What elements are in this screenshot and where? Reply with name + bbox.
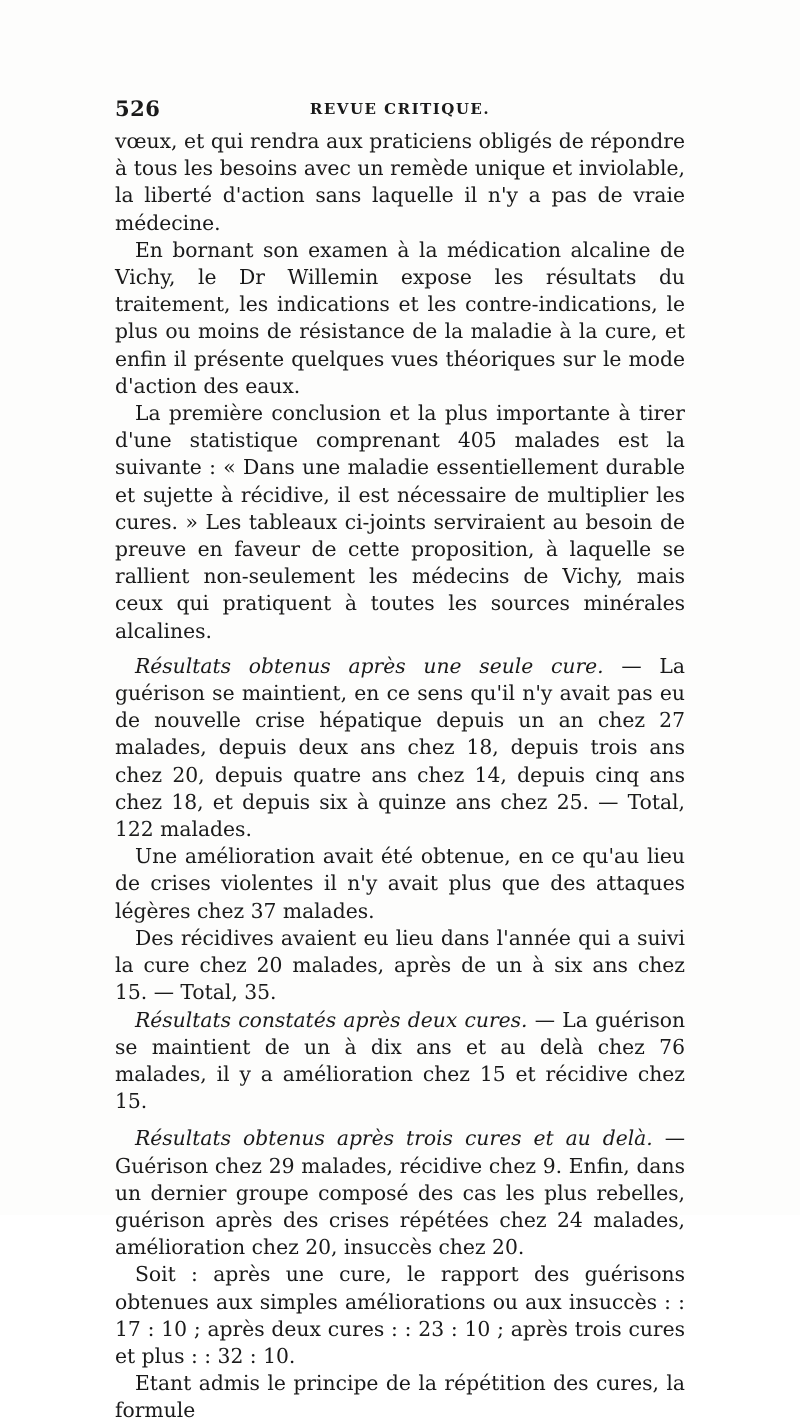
- section-title: Résultats obtenus après trois cures et au delà.: [135, 1126, 653, 1151]
- paragraph: vœux, et qui rendra aux praticiens obligés de répondre à tous les besoins avec un remède unique et inviolable, la liberté d'action sans laquelle il n'y a pas de vraie médecine.: [115, 129, 685, 235]
- page-header: [115, 96, 685, 124]
- page-number: 526: [115, 96, 161, 121]
- paragraph: Résultats constatés après deux cures. — La guérison se maintient de un à dix ans et au delà chez 76 malades, il y a amélioration chez 15 et récidive chez 15.: [115, 1007, 686, 1114]
- body-text: [115, 128, 685, 1425]
- paragraph: Résultats obtenus après une seule cure. — La guérison se maintient, en ce sens qu'il n'y avait pas eu de nouvelle crise hépatique depuis un an chez 27 malades, depuis deux ans chez 18, depuis trois ans chez 20, depuis quatre ans chez 14, depuis cinq ans chez 18, et depuis six à quinze ans chez 25. — Total, 122 malades.: [115, 653, 685, 842]
- paragraph: La première conclusion et la plus importante à tirer d'une statistique comprenant 405 malades est la suivante : « Dans une maladie essentiellement durable et sujette à récidive, il est nécessaire de multiplier les cures. » Les tableaux ci-joints serviraient au besoin de preuve en faveur de cette proposition, à laquelle se rallient non-seulement les médecins de Vichy, mais ceux qui pratiquent à toutes les sources minérales alcalines.: [115, 401, 685, 643]
- paragraph: Une amélioration avait été obtenue, en ce qu'au lieu de crises violentes il n'y avait plus que des attaques légères chez 37 malades.: [115, 844, 685, 923]
- paragraph: Etant admis le principe de la répétition des cures, la formule: [115, 1371, 685, 1423]
- paragraph: Soit : après une cure, le rapport des guérisons obtenues aux simples améliorations ou aux insuccès : : 17 : 10 ; après deux cures : : 23 : 10 ; après trois cures et plus : : 32 : 10.: [115, 1262, 685, 1368]
- paragraph: Des récidives avaient eu lieu dans l'année qui a suivi la cure chez 20 malades, après de un à six ans chez 15. — Total, 35.: [115, 925, 685, 1005]
- section-title: Résultats obtenus après une seule cure.: [135, 653, 604, 678]
- section-title: Résultats constatés après deux cures.: [135, 1007, 528, 1032]
- running-title: REVUE CRITIQUE.: [309, 100, 491, 118]
- paragraph: Résultats obtenus après trois cures et au delà. — Guérison chez 29 malades, récidive chez 9. Enfin, dans un dernier groupe composé des cas les plus rebelles, guérison après des crises répétées chez 24 malades, amélioration chez 20, insuccès chez 20.: [115, 1126, 685, 1260]
- paragraph: En bornant son examen à la médication alcaline de Vichy, le Dr Willemin expose les résultats du traitement, les indications et les contre-indications, le plus ou moins de résistance de la maladie à la cure, et enfin il présente quelques vues théoriques sur le mode d'action des eaux.: [115, 237, 685, 398]
